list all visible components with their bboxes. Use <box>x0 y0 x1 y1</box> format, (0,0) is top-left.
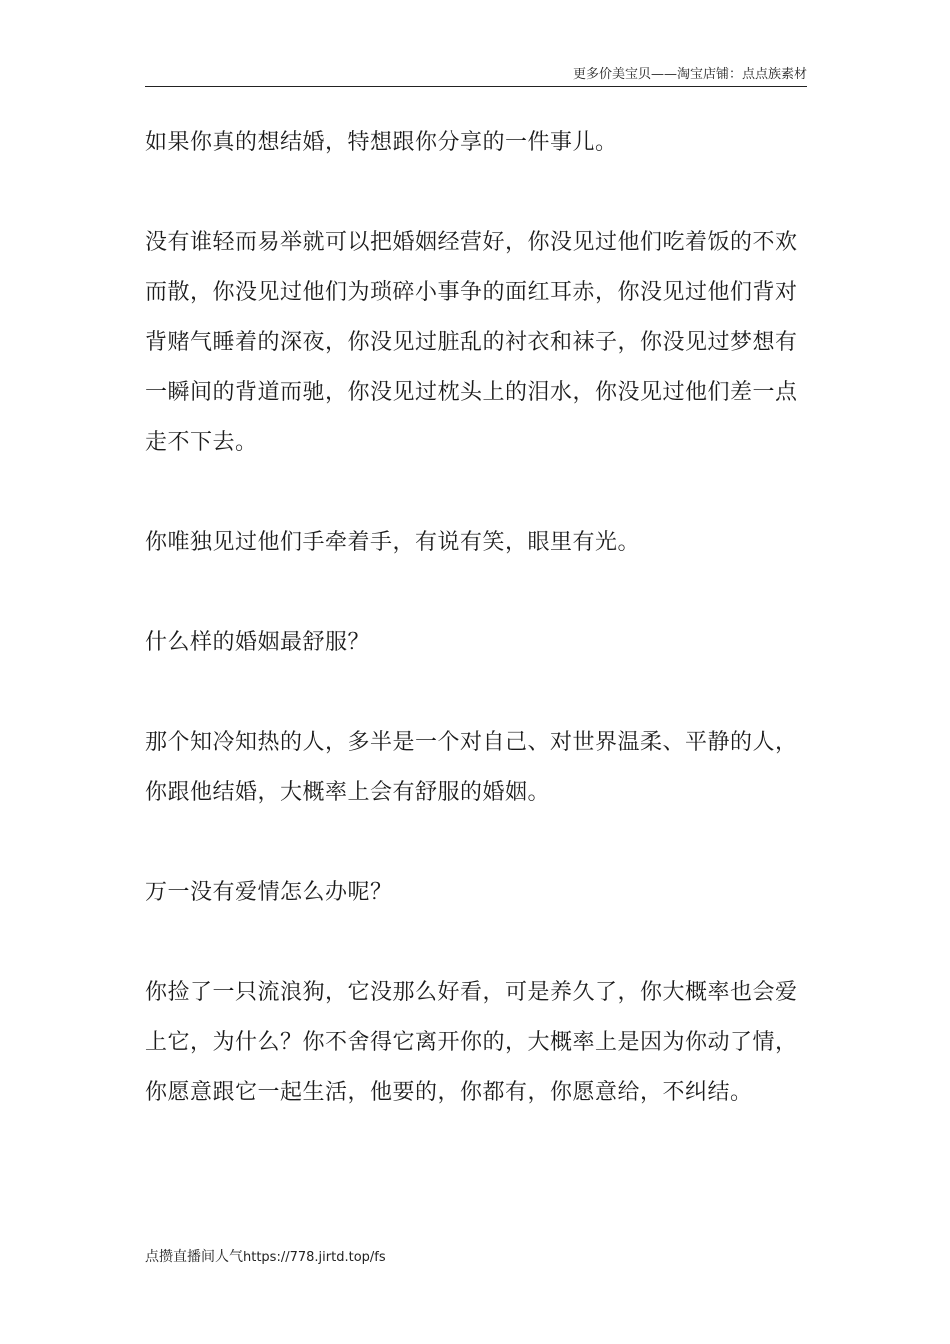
page-footer <box>145 1247 386 1268</box>
paragraph-3: 你唯独见过他们手牵着手，有说有笑，眼里有光。 <box>145 530 641 555</box>
paragraph-2: 没有谁轻而易举就可以把婚姻经营好，你没见过他们吃着饭的不欢而散，你没见过他们为琐碎小事争的面红耳赤，你没见过他们背对背赌气睡着的深夜，你没见过脏乱的衬衣和袜子，你没见过梦想有一瞬间的背道而驰，你没见过枕头上的泪水，你没见过他们差一点走不下去。 <box>145 230 798 455</box>
footer-link[interactable]: https://778.jirtd.top/fs <box>243 1250 386 1265</box>
document-body <box>145 118 807 1118</box>
paragraph-6: 万一没有爱情怎么办呢？ <box>145 880 393 905</box>
paragraph-7: 你捡了一只流浪狗，它没那么好看，可是养久了，你大概率也会爱上它，为什么？你不舍得它离开你的，大概率上是因为你动了情，你愿意跟它一起生活，他要的，你都有，你愿意给，不纠结。 <box>145 980 798 1105</box>
paragraph-5: 那个知冷知热的人，多半是一个对自己、对世界温柔、平静的人，你跟他结婚，大概率上会有舒服的婚姻。 <box>145 730 798 805</box>
header-text: 更多价美宝贝——淘宝店铺：点点族素材 <box>572 67 807 82</box>
paragraph-4: 什么样的婚姻最舒服？ <box>145 630 371 655</box>
paragraph-1: 如果你真的想结婚，特想跟你分享的一件事儿。 <box>145 130 618 155</box>
footer-label: 点攒直播间人气 <box>145 1249 243 1265</box>
page-header <box>145 66 807 87</box>
